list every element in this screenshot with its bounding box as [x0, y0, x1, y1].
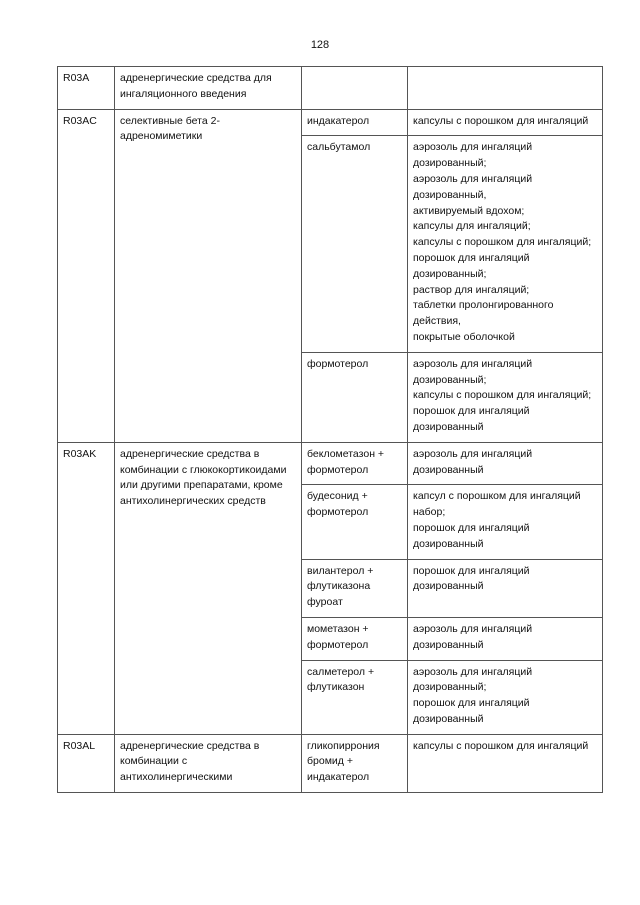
dosage-form-line: аэрозоль для ингаляций дозированный;: [413, 141, 533, 170]
dosage-form-line: порошок для ингаляций дозированный;: [413, 251, 530, 280]
dosage-form-line: капсулы для ингаляций;: [413, 220, 531, 233]
dosage-forms-cell: [408, 660, 603, 734]
drug-name-cell: беклометазон + формотерол: [302, 442, 408, 485]
dosage-forms-cell: [408, 734, 603, 792]
dosage-forms-cell: [408, 485, 603, 559]
table-body: [58, 67, 603, 793]
dosage-form-line: таблетки пролонгированного действия,: [413, 299, 554, 328]
group-description-cell: адренергические средства для ингаляционного введения: [115, 67, 302, 110]
atc-code-cell: R03AK: [58, 442, 115, 734]
table-row: [58, 67, 603, 110]
dosage-form-line: порошок для ингаляций дозированный: [413, 521, 530, 550]
group-description-cell: адренергические средства в комбинации с антихолинергическими: [115, 734, 302, 792]
dosage-form-line: покрытые оболочкой: [413, 330, 515, 343]
drug-name-cell: гликопиррония бромид + индакатерол: [302, 734, 408, 792]
dosage-form-line: аэрозоль для ингаляций дозированный;: [413, 665, 533, 694]
drug-name-cell: будесонид + формотерол: [302, 485, 408, 559]
dosage-form-line: порошок для ингаляций дозированный: [413, 405, 530, 433]
dosage-form-line: аэрозоль для ингаляций дозированный: [413, 447, 533, 476]
dosage-forms-cell: [408, 442, 603, 485]
table-row: [58, 734, 603, 792]
dosage-form-line: аэрозоль для ингаляций дозированный,: [413, 172, 533, 201]
atc-code-cell: R03A: [58, 67, 115, 110]
drug-name-cell: сальбутамол: [302, 136, 408, 352]
dosage-forms-cell: [408, 109, 603, 136]
group-description-cell: адренергические средства в комбинации с глюкокортикоидами или другими препаратами, кроме антихолинергических средств: [115, 442, 302, 734]
drug-name-cell: индакатерол: [302, 109, 408, 136]
drug-name-cell: салметерол + флутиказон: [302, 660, 408, 734]
dosage-forms-cell: [408, 617, 603, 660]
dosage-form-line: капсул с порошком для ингаляций набор;: [413, 490, 581, 519]
drug-name-cell: [302, 67, 408, 110]
dosage-form-line: капсулы с порошком для ингаляций: [413, 114, 589, 127]
drug-name-cell: мометазон + формотерол: [302, 617, 408, 660]
dosage-form-line: аэрозоль для ингаляций дозированный: [413, 622, 533, 651]
group-description-cell: селективные бета 2-адреномиметики: [115, 109, 302, 442]
dosage-forms-cell: [408, 352, 603, 442]
dosage-form-line: капсулы с порошком для ингаляций;: [413, 236, 592, 249]
atc-drug-table: [57, 66, 603, 793]
dosage-forms-cell: [408, 559, 603, 617]
table-row: [58, 109, 603, 136]
page-number: 128: [310, 39, 330, 51]
dosage-forms-cell: [408, 136, 603, 352]
dosage-form-line: раствор для ингаляций;: [413, 283, 530, 296]
atc-code-cell: R03AC: [58, 109, 115, 442]
dosage-form-line: капсулы с порошком для ингаляций;: [413, 389, 592, 402]
dosage-form-line: порошок для ингаляций дозированный: [413, 564, 530, 593]
table-row: [58, 442, 603, 485]
dosage-form-line: аэрозоль для ингаляций дозированный;: [413, 357, 533, 386]
drug-name-cell: вилантерол + флутиказона фуроат: [302, 559, 408, 617]
dosage-forms-cell: [408, 67, 603, 110]
dosage-form-line: активируемый вдохом;: [413, 204, 525, 217]
dosage-form-line: порошок для ингаляций дозированный: [413, 697, 530, 725]
dosage-form-line: капсулы с порошком для ингаляций: [413, 739, 589, 752]
atc-code-cell: R03AL: [58, 734, 115, 792]
drug-name-cell: формотерол: [302, 352, 408, 442]
